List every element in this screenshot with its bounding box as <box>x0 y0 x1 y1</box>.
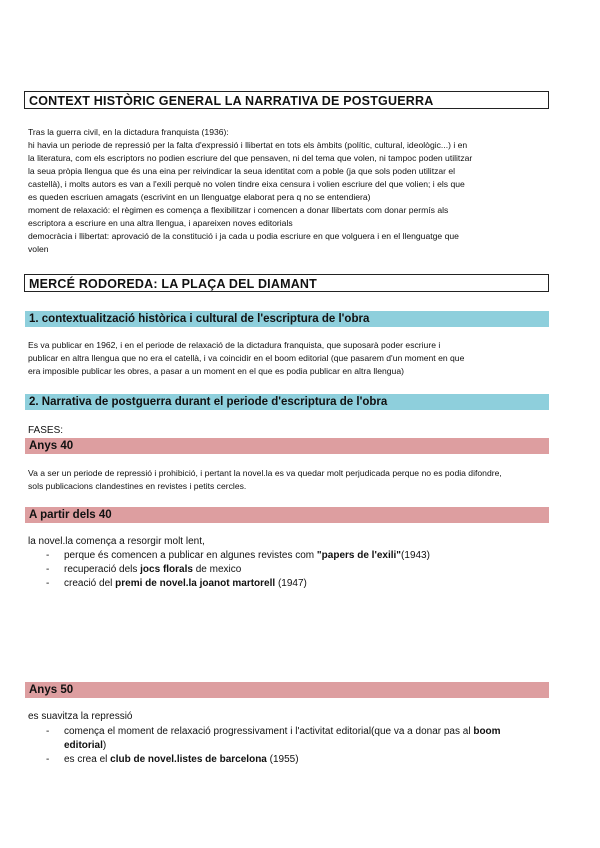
text-line: moment de relaxació: el règimen es comença a flexibilitzar i comencen a donar llibertats com donar permís als <box>28 205 449 215</box>
list-item <box>46 577 551 591</box>
item-bold-text: club de novel.listes de barcelona <box>110 754 267 765</box>
a-partir-40-list <box>46 549 551 591</box>
obra-context-paragraph <box>28 339 550 378</box>
anys-40-paragraph <box>28 467 550 493</box>
a-partir-40-intro: la novel.la comença a resorgir molt lent, <box>28 536 205 547</box>
item-text: (1955) <box>266 754 299 765</box>
text-line: la literatura, com els escriptors no podien escriure del que pensaven, ni del tema que volen, ni tampoc poden utilitzar <box>28 153 473 163</box>
text-line: Es va publicar en 1962, i en el periode de relaxació de la dictadura franquista, que suposarà poder escriure i <box>28 340 441 350</box>
list-item <box>46 549 551 563</box>
item-text: comença el moment de relaxació progressivament i l'activitat editorial(que va a donar pas al <box>64 726 474 737</box>
item-text: (1943) <box>401 550 430 561</box>
dash-bullet: - <box>46 726 50 737</box>
item-bold-text: premi de novel.la joanot martorell <box>115 578 276 589</box>
text-line: democràcia i llibertat: aprovació de la constitució i ja cada u podia escriure en que volguera i en el llenguatge que <box>28 231 459 241</box>
text-line: escriptora a escriure en una altra llengua, i apareixen noves editorials <box>28 218 293 228</box>
item-bold-text: boom <box>473 726 501 737</box>
subheading-context-obra: 1. contextualització històrica i cultural de l'escriptura de l'obra <box>25 311 549 327</box>
text-line: sols publicacions clandestines en revistes i petits cercles. <box>28 481 247 491</box>
anys-50-list <box>46 725 551 767</box>
list-item <box>46 563 551 577</box>
dash-bullet: - <box>46 578 50 589</box>
phase-heading-anys-40: Anys 40 <box>25 438 549 454</box>
fases-label: FASES: <box>28 425 64 436</box>
list-item <box>46 725 551 739</box>
item-text: recuperació dels <box>64 564 141 575</box>
dash-bullet: - <box>46 564 50 575</box>
text-line: Tras la guerra civil, en la dictadura franquista (1936): <box>28 127 229 137</box>
item-text: ) <box>102 740 107 751</box>
text-line: es queden escriuen amagats (escrivint en un llenguatge elaborat pera q no se entendiera) <box>28 192 371 202</box>
item-text: es crea el <box>64 754 111 765</box>
anys-50-intro: es suavitza la repressió <box>28 711 133 722</box>
text-line: castellà), i molts autors es van a l'exili perquè no volen tindre eixa censura i volien escriure del que volien; i els que <box>28 179 465 189</box>
list-item <box>46 753 551 767</box>
dash-bullet: - <box>46 550 50 561</box>
text-line: hi havia un periode de repressió per la falta d'expressió i llibertat en tots els àmbits (polític, cultural, ideològic...) i en <box>28 140 468 150</box>
subheading-narrativa-postguerra: 2. Narrativa de postguerra durant el periode d'escriptura de l'obra <box>25 394 549 410</box>
text-line: la seua pròpia llengua que és una eina per reivindicar la seua identitat com a poble (ja que sols poden utilitzar el <box>28 166 456 176</box>
context-paragraph <box>28 126 550 256</box>
item-bold-text: "papers de l'exili" <box>316 550 402 561</box>
text-line: Va a ser un periode de repressió i prohibició, i pertant la novel.la es va quedar molt perjudicada perque no es podia difondre, <box>28 468 502 478</box>
item-text: creació del <box>64 578 116 589</box>
text-line: era imposible publicar les obres, a pasar a un moment en el que es podia publicar en altra llengua) <box>28 366 404 376</box>
phase-heading-anys-50: Anys 50 <box>25 682 549 698</box>
text-line: publicar en altra llengua que no era el catellà, i va coincidir en el boom editorial (que pasarem d'un moment en que <box>28 353 465 363</box>
dash-bullet: - <box>46 754 50 765</box>
list-item-continuation <box>46 739 551 753</box>
text-line: volen <box>28 244 49 254</box>
item-text: (1947) <box>275 578 307 589</box>
phase-heading-a-partir-40: A partir dels 40 <box>25 507 549 523</box>
item-text: perque és comencen a publicar en algunes revistes com <box>64 550 317 561</box>
item-bold-text: jocs florals <box>140 564 193 575</box>
item-bold-text: editorial <box>64 740 103 751</box>
item-text: de mexico <box>192 564 242 575</box>
section-heading-context: CONTEXT HISTÒRIC GENERAL LA NARRATIVA DE POSTGUERRA <box>24 91 549 109</box>
section-heading-rodoreda: MERCÉ RODOREDA: LA PLAÇA DEL DIAMANT <box>24 274 549 292</box>
